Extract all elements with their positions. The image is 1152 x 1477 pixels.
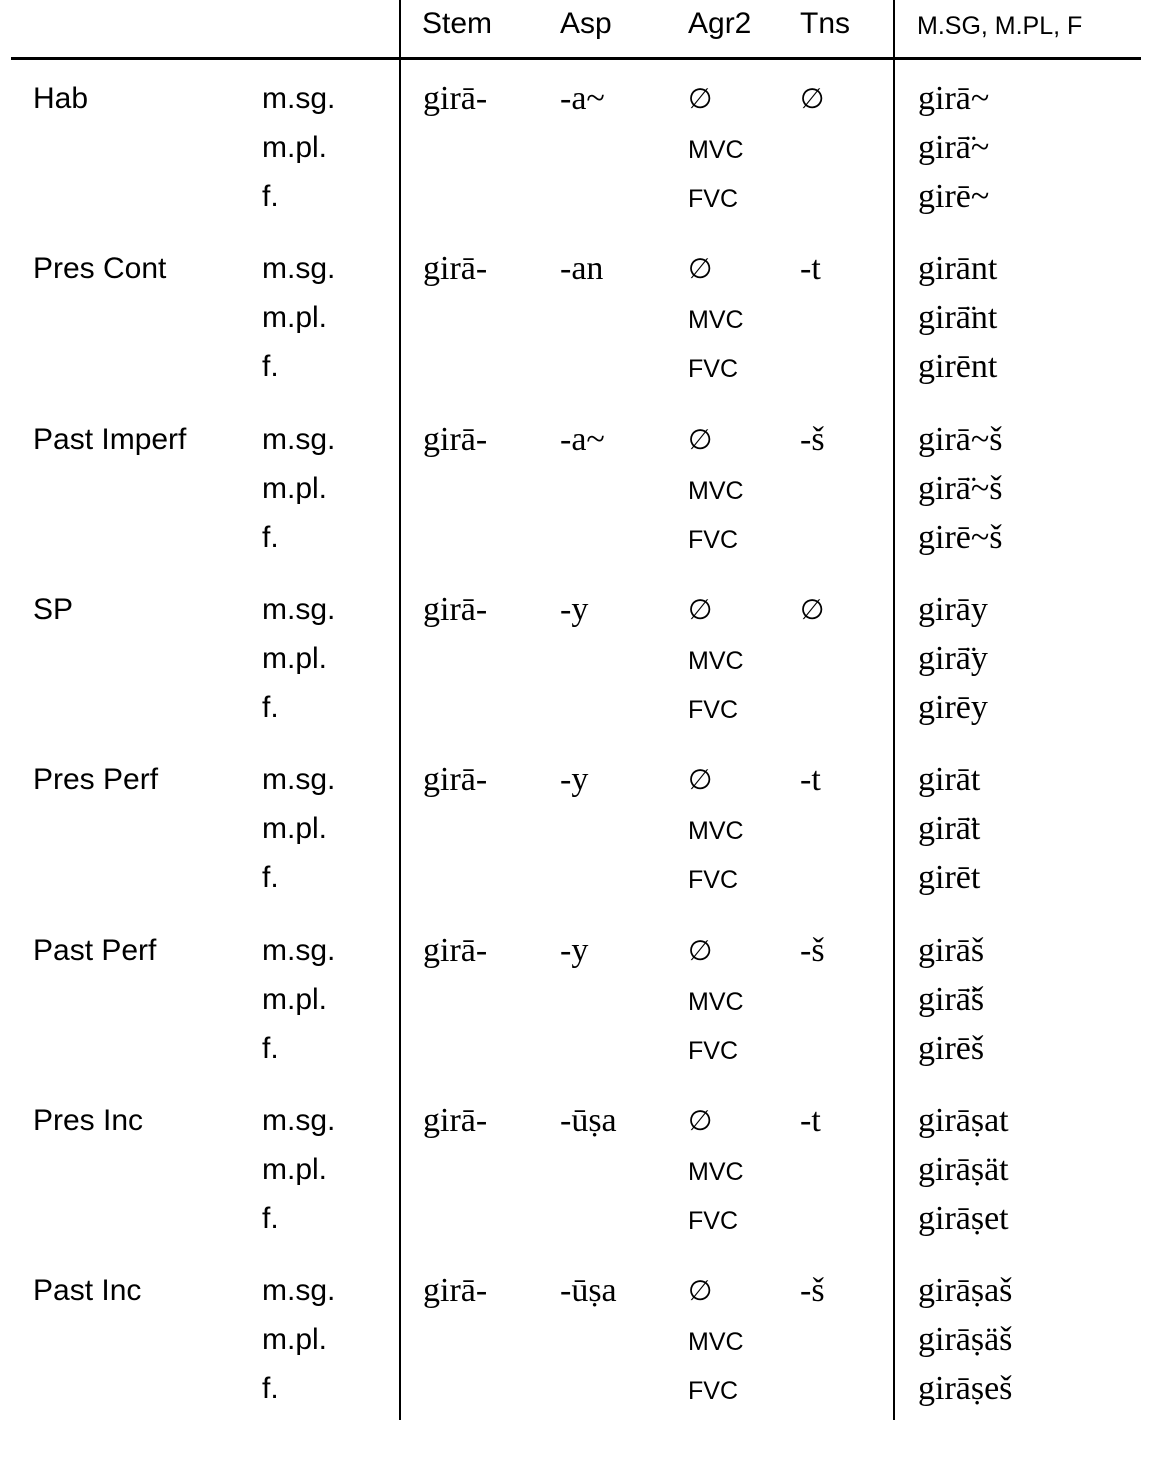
tns-cell: -š <box>800 1272 825 1310</box>
row-label: Pres Perf <box>33 763 159 797</box>
agr2-cell: FVC <box>688 1206 738 1235</box>
agreement-label: f. <box>262 350 279 384</box>
table-row <box>0 760 1152 920</box>
form-cell: girēt <box>918 859 981 897</box>
agreement-label: f. <box>262 180 279 213</box>
stem-cell: girā- <box>423 1101 488 1139</box>
form-cell: girāt <box>918 761 981 799</box>
stem-cell: girā- <box>423 80 488 117</box>
tns-cell: -t <box>800 250 821 288</box>
form-cell: girēy <box>918 688 988 726</box>
agreement-label: m.sg. <box>262 1274 336 1308</box>
agr2-cell: MVC <box>688 646 744 675</box>
tns-cell: -š <box>800 420 825 458</box>
row-label: Pres Inc <box>33 1103 144 1137</box>
agr2-cell: MVC <box>688 817 744 846</box>
header-stem: Stem <box>422 7 493 40</box>
agr2-cell: FVC <box>688 355 738 384</box>
asp-cell: -ūṣa <box>560 1101 617 1139</box>
agr2-cell: FVC <box>688 695 738 724</box>
agreement-label: m.pl. <box>262 471 328 505</box>
stem-cell: girā- <box>423 590 488 628</box>
form-cell: girā̈š <box>918 980 985 1018</box>
agreement-label: f. <box>262 1372 279 1406</box>
form-cell: girāṣät <box>918 1150 1009 1188</box>
table-row <box>0 1271 1152 1431</box>
form-cell: girā̈y <box>918 639 988 677</box>
table-row <box>0 590 1152 750</box>
header-asp: Asp <box>560 7 612 40</box>
agreement-label: m.sg. <box>262 592 336 626</box>
agreement-label: m.sg. <box>262 763 336 797</box>
row-label: Past Imperf <box>33 422 187 456</box>
agr2-cell: MVC <box>688 1157 744 1186</box>
header-forms: M.SG, M.PL, F <box>917 12 1083 40</box>
agr2-cell: ∅ <box>688 592 713 626</box>
form-cell: girā~š <box>918 420 1003 458</box>
form-cell: girē~š <box>918 518 1003 556</box>
agr2-cell: FVC <box>688 185 738 213</box>
form-cell: girāṣeš <box>918 1370 1013 1408</box>
header-tns: Tns <box>800 7 851 40</box>
asp-cell: -y <box>560 590 589 628</box>
table-row <box>0 420 1152 580</box>
agr2-cell: ∅ <box>688 933 713 967</box>
form-cell: girāṣaš <box>918 1272 1013 1310</box>
stem-cell: girā- <box>423 1272 488 1310</box>
table-row <box>0 249 1152 409</box>
agreement-label: m.pl. <box>262 131 328 164</box>
agr2-cell: FVC <box>688 1377 738 1406</box>
agr2-cell: FVC <box>688 1036 738 1065</box>
agr2-cell: MVC <box>688 1328 744 1357</box>
agr2-cell: MVC <box>688 306 744 335</box>
agreement-label: m.sg. <box>262 252 336 286</box>
agreement-label: m.sg. <box>262 82 336 115</box>
form-cell: girēš <box>918 1029 985 1067</box>
agr2-cell: ∅ <box>688 1274 713 1308</box>
agreement-label: f. <box>262 690 279 724</box>
agreement-label: m.pl. <box>262 982 328 1016</box>
tns-cell: -š <box>800 931 825 969</box>
tns-cell: ∅ <box>800 592 825 626</box>
form-cell: girē~ <box>918 178 990 215</box>
asp-cell: -an <box>560 250 604 288</box>
agr2-cell: FVC <box>688 525 738 554</box>
tns-cell: ∅ <box>800 82 825 115</box>
table-row <box>0 931 1152 1091</box>
tns-cell: -t <box>800 1101 821 1139</box>
asp-cell: -ūṣa <box>560 1272 617 1310</box>
form-cell: girāš <box>918 931 985 969</box>
form-cell: girāṣet <box>918 1199 1009 1237</box>
form-cell: girāṣäš <box>918 1321 1013 1359</box>
table-row <box>0 1101 1152 1261</box>
agr2-cell: ∅ <box>688 82 713 115</box>
stem-cell: girā- <box>423 420 488 458</box>
agreement-label: m.sg. <box>262 1103 336 1137</box>
row-label: Past Inc <box>33 1274 142 1308</box>
row-label: Pres Cont <box>33 252 167 286</box>
agr2-cell: MVC <box>688 476 744 505</box>
form-cell: girā̈t <box>918 810 981 848</box>
agreement-label: f. <box>262 861 279 895</box>
agr2-cell: ∅ <box>688 422 713 456</box>
form-cell: girāy <box>918 590 988 628</box>
agreement-label: f. <box>262 1031 279 1065</box>
agr2-cell: ∅ <box>688 252 713 286</box>
agreement-label: m.pl. <box>262 1323 328 1357</box>
form-cell: girēnt <box>918 348 998 386</box>
agreement-label: m.pl. <box>262 301 328 335</box>
row-label: Hab <box>33 82 89 115</box>
form-cell: girānt <box>918 250 998 288</box>
row-label: SP <box>33 592 74 626</box>
header-rule <box>11 57 1141 60</box>
agr2-cell: FVC <box>688 866 738 895</box>
form-cell: girā̈~ <box>918 129 990 166</box>
agreement-label: m.pl. <box>262 812 328 846</box>
stem-cell: girā- <box>423 761 488 799</box>
asp-cell: -a~ <box>560 420 605 458</box>
stem-cell: girā- <box>423 931 488 969</box>
table-row <box>0 79 1152 239</box>
agreement-label: m.pl. <box>262 1152 328 1186</box>
form-cell: girā~ <box>918 80 990 117</box>
tns-cell: -t <box>800 761 821 799</box>
agreement-label: m.sg. <box>262 933 336 967</box>
agreement-label: f. <box>262 1201 279 1235</box>
agr2-cell: MVC <box>688 136 744 164</box>
form-cell: girā̈nt <box>918 299 998 337</box>
agreement-label: f. <box>262 520 279 554</box>
agr2-cell: MVC <box>688 987 744 1016</box>
asp-cell: -a~ <box>560 80 605 117</box>
asp-cell: -y <box>560 931 589 969</box>
stem-cell: girā- <box>423 250 488 288</box>
form-cell: girāṣat <box>918 1101 1009 1139</box>
row-label: Past Perf <box>33 933 157 967</box>
form-cell: girā̈~š <box>918 469 1003 507</box>
agreement-label: m.sg. <box>262 422 336 456</box>
agreement-label: m.pl. <box>262 641 328 675</box>
header-agr2: Agr2 <box>688 7 752 40</box>
asp-cell: -y <box>560 761 589 799</box>
agr2-cell: ∅ <box>688 1103 713 1137</box>
agr2-cell: ∅ <box>688 763 713 797</box>
